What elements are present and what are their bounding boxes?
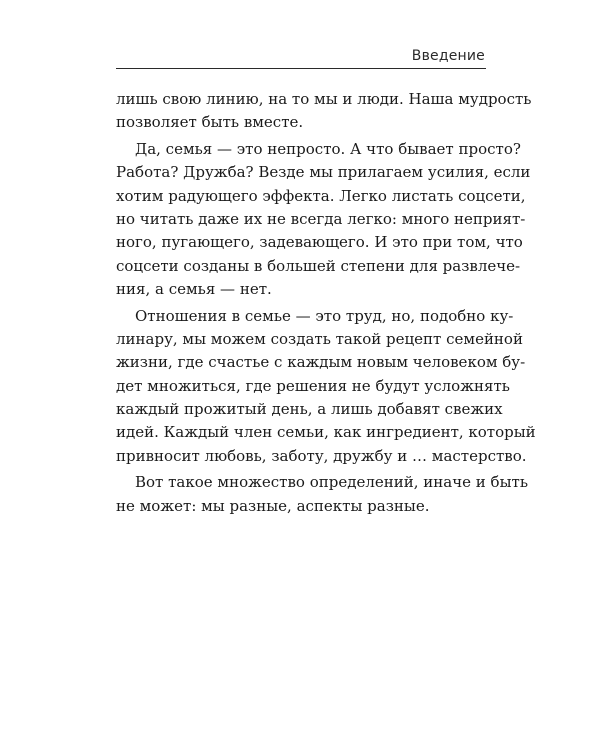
text-line: но читать даже их не всегда легко: много неприят- <box>116 209 526 228</box>
running-head <box>116 44 486 69</box>
text-line: Отношения в семье — это труд, но, подобно ку- <box>135 306 514 325</box>
text-line: привносит любовь, заботу, дружбу и … мастерство. <box>116 446 527 465</box>
text-line: хотим радующего эффекта. Легко листать соцсети, <box>116 186 526 205</box>
text-line: лишь свою линию, на то мы и люди. Наша мудрость <box>116 90 532 108</box>
text-line: идей. Каждый член семьи, как ингредиент, который <box>116 423 536 442</box>
text-line: позволяет быть вместе. <box>116 113 304 132</box>
text-line: ния, а семья — нет. <box>116 280 272 299</box>
body-text <box>116 88 536 518</box>
text-line: линару, мы можем создать такой рецепт семейной <box>116 329 523 348</box>
text-line: Вот такое множество определений, иначе и быть <box>135 473 528 492</box>
paragraph-4 <box>116 471 528 518</box>
paragraph-3 <box>116 305 536 469</box>
text-line: жизни, где счастье с каждым новым человеком бу- <box>116 353 526 372</box>
text-line: каждый прожитый день, а лишь добавят свежих <box>116 400 503 419</box>
text-line: не может: мы разные, аспекты разные. <box>116 496 430 515</box>
paragraph-1 <box>116 88 532 135</box>
text-line: Работа? Дружба? Везде мы прилагаем усилия, если <box>116 163 531 182</box>
paragraph-2 <box>116 138 531 302</box>
text-line: соцсети созданы в большей степени для развлече- <box>116 256 521 275</box>
text-line: ного, пугающего, задевающего. И это при том, что <box>116 233 523 252</box>
running-head-title: Введение <box>411 48 485 64</box>
text-line: Да, семья — это непросто. А что бывает просто? <box>135 139 521 158</box>
text-line: дет множиться, где решения не будут усложнять <box>116 376 510 395</box>
